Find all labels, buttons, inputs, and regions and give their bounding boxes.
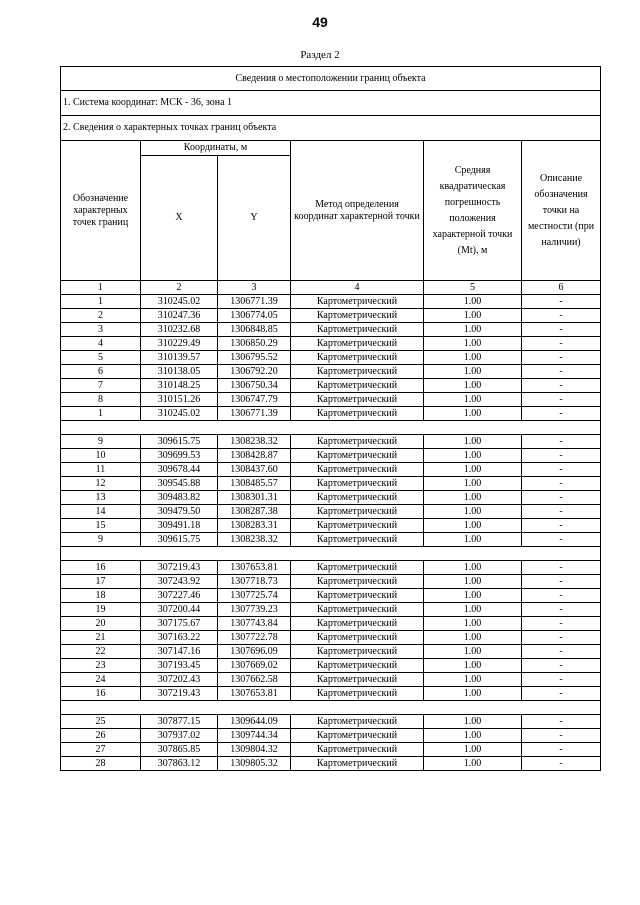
x-coord-cell: 307877.15 [141,715,218,729]
x-coord-cell: 309678.44 [141,463,218,477]
point-number-cell: 26 [61,729,141,743]
x-coord-cell: 309479.50 [141,505,218,519]
point-number-cell: 7 [61,379,141,393]
description-cell: - [522,743,601,757]
y-coord-cell: 1309804.32 [218,743,291,757]
description-cell: - [522,337,601,351]
method-cell: Картометрический [291,589,424,603]
method-cell: Картометрический [291,617,424,631]
x-coord-cell: 309699.53 [141,449,218,463]
table-row [61,435,601,449]
method-cell: Картометрический [291,323,424,337]
header-x: X [141,156,218,281]
error-cell: 1.00 [424,603,522,617]
y-coord-cell: 1308283.31 [218,519,291,533]
description-cell: - [522,715,601,729]
table-row [61,757,601,771]
table-row [61,463,601,477]
method-cell: Картометрический [291,715,424,729]
point-number-cell: 17 [61,575,141,589]
x-coord-cell: 307227.46 [141,589,218,603]
point-number-cell: 13 [61,491,141,505]
x-coord-cell: 310148.25 [141,379,218,393]
col-number: 6 [522,281,601,295]
point-number-cell: 1 [61,295,141,309]
y-coord-cell: 1307662.58 [218,673,291,687]
description-cell: - [522,463,601,477]
error-cell: 1.00 [424,407,522,421]
description-cell: - [522,687,601,701]
method-cell: Картометрический [291,365,424,379]
x-coord-cell: 307202.43 [141,673,218,687]
table-row [61,323,601,337]
table-row [61,743,601,757]
point-number-cell: 24 [61,673,141,687]
method-cell: Картометрический [291,309,424,323]
x-coord-cell: 307937.02 [141,729,218,743]
table-row [61,631,601,645]
method-cell: Картометрический [291,463,424,477]
method-cell: Картометрический [291,757,424,771]
point-number-cell: 10 [61,449,141,463]
error-cell: 1.00 [424,757,522,771]
point-number-cell: 28 [61,757,141,771]
method-cell: Картометрический [291,379,424,393]
error-cell: 1.00 [424,519,522,533]
point-number-cell: 15 [61,519,141,533]
x-coord-cell: 310139.57 [141,351,218,365]
points-title: 2. Сведения о характерных точках границ объекта [61,116,601,141]
table-row [61,505,601,519]
method-cell: Картометрический [291,491,424,505]
y-coord-cell: 1308428.87 [218,449,291,463]
point-number-cell: 8 [61,393,141,407]
separator-cell [61,547,601,561]
table-row [61,617,601,631]
description-cell: - [522,603,601,617]
error-cell: 1.00 [424,449,522,463]
point-number-cell: 22 [61,645,141,659]
point-number-cell: 4 [61,337,141,351]
y-coord-cell: 1306750.34 [218,379,291,393]
description-cell: - [522,323,601,337]
error-cell: 1.00 [424,365,522,379]
table-row [61,393,601,407]
method-cell: Картометрический [291,533,424,547]
x-coord-cell: 309615.75 [141,533,218,547]
description-cell: - [522,533,601,547]
description-cell: - [522,561,601,575]
x-coord-cell: 307219.43 [141,561,218,575]
error-cell: 1.00 [424,463,522,477]
method-cell: Картометрический [291,673,424,687]
x-coord-cell: 310245.02 [141,407,218,421]
x-coord-cell: 310245.02 [141,295,218,309]
y-coord-cell: 1307653.81 [218,687,291,701]
point-number-cell: 25 [61,715,141,729]
point-number-cell: 2 [61,309,141,323]
x-coord-cell: 307863.12 [141,757,218,771]
y-coord-cell: 1307722.78 [218,631,291,645]
point-number-cell: 6 [61,365,141,379]
header-y: Y [218,156,291,281]
boundary-points-table [60,66,601,771]
table-row [61,477,601,491]
point-number-cell: 12 [61,477,141,491]
error-cell: 1.00 [424,337,522,351]
separator-row [61,547,601,561]
error-cell: 1.00 [424,715,522,729]
method-cell: Картометрический [291,449,424,463]
table-row [61,295,601,309]
description-cell: - [522,757,601,771]
table-row [61,603,601,617]
description-cell: - [522,659,601,673]
column-numbers-row [61,281,601,295]
method-cell: Картометрический [291,603,424,617]
description-cell: - [522,351,601,365]
y-coord-cell: 1308287.38 [218,505,291,519]
y-coord-cell: 1307718.73 [218,575,291,589]
error-cell: 1.00 [424,379,522,393]
section-label: Раздел 2 [300,49,340,61]
table-row [61,533,601,547]
error-cell: 1.00 [424,561,522,575]
point-number-cell: 16 [61,561,141,575]
description-cell: - [522,673,601,687]
table-row [61,589,601,603]
method-cell: Картометрический [291,393,424,407]
y-coord-cell: 1308301.31 [218,491,291,505]
table-row [61,379,601,393]
error-cell: 1.00 [424,589,522,603]
point-number-cell: 5 [61,351,141,365]
description-cell: - [522,309,601,323]
description-cell: - [522,477,601,491]
description-cell: - [522,407,601,421]
point-number-cell: 27 [61,743,141,757]
x-coord-cell: 309491.18 [141,519,218,533]
description-cell: - [522,435,601,449]
method-cell: Картометрический [291,645,424,659]
method-cell: Картометрический [291,295,424,309]
table-row [61,715,601,729]
y-coord-cell: 1307725.74 [218,589,291,603]
x-coord-cell: 307175.67 [141,617,218,631]
header-method: Метод определения координат характерной точки [291,141,424,281]
y-coord-cell: 1307669.02 [218,659,291,673]
description-cell: - [522,449,601,463]
point-number-cell: 1 [61,407,141,421]
x-coord-cell: 310247.36 [141,309,218,323]
error-cell: 1.00 [424,323,522,337]
y-coord-cell: 1306850.29 [218,337,291,351]
y-coord-cell: 1307743.84 [218,617,291,631]
error-cell: 1.00 [424,393,522,407]
description-cell: - [522,631,601,645]
error-cell: 1.00 [424,575,522,589]
x-coord-cell: 310138.05 [141,365,218,379]
table-title: Сведения о местоположении границ объекта [61,67,601,91]
y-coord-cell: 1306848.85 [218,323,291,337]
error-cell: 1.00 [424,673,522,687]
description-cell: - [522,393,601,407]
y-coord-cell: 1309644.09 [218,715,291,729]
table-row [61,687,601,701]
separator-row [61,701,601,715]
method-cell: Картометрический [291,561,424,575]
table-row [61,673,601,687]
col-number: 4 [291,281,424,295]
error-cell: 1.00 [424,351,522,365]
table-row [61,659,601,673]
y-coord-cell: 1309805.32 [218,757,291,771]
y-coord-cell: 1308238.32 [218,533,291,547]
col-number: 3 [218,281,291,295]
table-row [61,407,601,421]
separator-cell [61,701,601,715]
error-cell: 1.00 [424,435,522,449]
point-number-cell: 19 [61,603,141,617]
error-cell: 1.00 [424,645,522,659]
point-number-cell: 16 [61,687,141,701]
table-row [61,491,601,505]
x-coord-cell: 309545.88 [141,477,218,491]
point-number-cell: 9 [61,435,141,449]
y-coord-cell: 1306771.39 [218,407,291,421]
description-cell: - [522,519,601,533]
y-coord-cell: 1307739.23 [218,603,291,617]
table-row [61,561,601,575]
method-cell: Картометрический [291,519,424,533]
table-row [61,309,601,323]
method-cell: Картометрический [291,575,424,589]
point-number-cell: 21 [61,631,141,645]
y-coord-cell: 1309744.34 [218,729,291,743]
y-coord-cell: 1307653.81 [218,561,291,575]
method-cell: Картометрический [291,435,424,449]
description-cell: - [522,295,601,309]
y-coord-cell: 1307696.09 [218,645,291,659]
method-cell: Картометрический [291,337,424,351]
x-coord-cell: 307243.92 [141,575,218,589]
description-cell: - [522,379,601,393]
x-coord-cell: 307219.43 [141,687,218,701]
y-coord-cell: 1308485.57 [218,477,291,491]
method-cell: Картометрический [291,505,424,519]
coord-system: 1. Система координат: МСК - 36, зона 1 [61,91,601,116]
error-cell: 1.00 [424,729,522,743]
table-row [61,645,601,659]
x-coord-cell: 307147.16 [141,645,218,659]
y-coord-cell: 1306771.39 [218,295,291,309]
table-row [61,729,601,743]
separator-row [61,421,601,435]
point-number-cell: 20 [61,617,141,631]
point-number-cell: 23 [61,659,141,673]
col-number: 2 [141,281,218,295]
point-number-cell: 14 [61,505,141,519]
header-description: Описание обозначения точки на местности (при наличии) [522,141,601,281]
description-cell: - [522,491,601,505]
error-cell: 1.00 [424,477,522,491]
y-coord-cell: 1308437.60 [218,463,291,477]
error-cell: 1.00 [424,659,522,673]
x-coord-cell: 307193.45 [141,659,218,673]
y-coord-cell: 1308238.32 [218,435,291,449]
method-cell: Картометрический [291,743,424,757]
point-number-cell: 11 [61,463,141,477]
header-coords: Координаты, м [141,141,291,156]
header-error: Средняя квадратическая погрешность положения характерной точки (Mt), м [424,141,522,281]
method-cell: Картометрический [291,687,424,701]
table-row [61,449,601,463]
page-number: 49 [312,14,328,30]
x-coord-cell: 309483.82 [141,491,218,505]
y-coord-cell: 1306795.52 [218,351,291,365]
error-cell: 1.00 [424,295,522,309]
description-cell: - [522,575,601,589]
error-cell: 1.00 [424,491,522,505]
method-cell: Картометрический [291,407,424,421]
error-cell: 1.00 [424,687,522,701]
description-cell: - [522,617,601,631]
table-row [61,365,601,379]
header-designation: Обозначение характерных точек границ [61,141,141,281]
method-cell: Картометрический [291,477,424,491]
y-coord-cell: 1306747.79 [218,393,291,407]
description-cell: - [522,505,601,519]
error-cell: 1.00 [424,743,522,757]
point-number-cell: 9 [61,533,141,547]
table-row [61,337,601,351]
col-number: 5 [424,281,522,295]
separator-cell [61,421,601,435]
x-coord-cell: 310232.68 [141,323,218,337]
col-number: 1 [61,281,141,295]
method-cell: Картометрический [291,729,424,743]
table-row [61,351,601,365]
y-coord-cell: 1306792.20 [218,365,291,379]
method-cell: Картометрический [291,631,424,645]
x-coord-cell: 310151.26 [141,393,218,407]
method-cell: Картометрический [291,659,424,673]
x-coord-cell: 309615.75 [141,435,218,449]
description-cell: - [522,365,601,379]
x-coord-cell: 310229.49 [141,337,218,351]
description-cell: - [522,645,601,659]
error-cell: 1.00 [424,533,522,547]
description-cell: - [522,589,601,603]
y-coord-cell: 1306774.05 [218,309,291,323]
description-cell: - [522,729,601,743]
point-number-cell: 3 [61,323,141,337]
error-cell: 1.00 [424,309,522,323]
error-cell: 1.00 [424,505,522,519]
table-row [61,575,601,589]
x-coord-cell: 307200.44 [141,603,218,617]
method-cell: Картометрический [291,351,424,365]
point-number-cell: 18 [61,589,141,603]
error-cell: 1.00 [424,617,522,631]
table-row [61,519,601,533]
x-coord-cell: 307163.22 [141,631,218,645]
error-cell: 1.00 [424,631,522,645]
x-coord-cell: 307865.85 [141,743,218,757]
